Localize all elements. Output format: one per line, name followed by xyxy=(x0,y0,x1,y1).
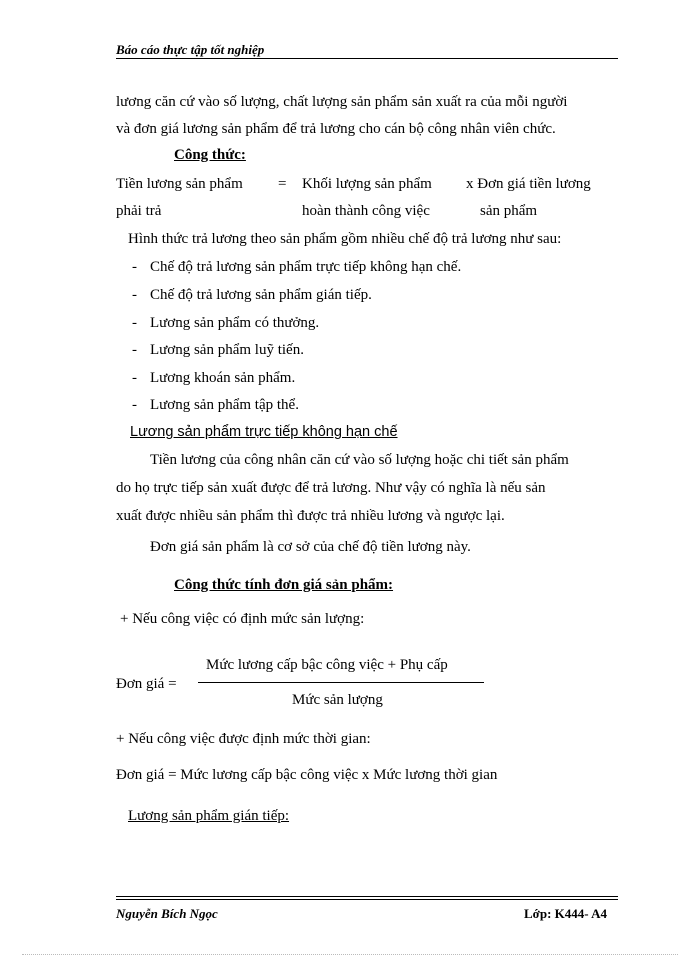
case-line: + Nếu công việc có định mức sản lượng: xyxy=(120,611,365,627)
header-title: Báo cáo thực tập tốt nghiệp xyxy=(116,42,265,57)
case-line: + Nếu công việc được định mức thời gian: xyxy=(116,731,371,747)
paragraph-line: và đơn giá lương sản phẩm để trả lương cho cán bộ công nhân viên chức. xyxy=(116,121,556,137)
list-item: Lương sản phẩm luỹ tiến. xyxy=(150,342,304,358)
paragraph-line: xuất được nhiều sản phẩm thì được trả nhiều lương và ngược lại. xyxy=(116,508,505,524)
formula-right: x Đơn giá tiền lương xyxy=(466,176,591,192)
list-bullet: - xyxy=(132,342,137,358)
paragraph-line: lương căn cứ vào số lượng, chất lượng sản phẩm sản xuất ra của mỗi người xyxy=(116,94,568,110)
formula-equals: = xyxy=(278,176,287,192)
fraction-numerator: Mức lương cấp bậc công việc + Phụ cấp xyxy=(206,657,448,673)
page-edge xyxy=(22,954,678,955)
formula-middle-2: hoàn thành công việc xyxy=(302,203,430,219)
list-bullet: - xyxy=(132,259,137,275)
formula-left-2: phải trả xyxy=(116,203,162,219)
footer-class: Lớp: K444- A4 xyxy=(524,906,608,921)
unit-formula-heading: Công thức tính đơn giá sản phẩm: xyxy=(174,577,394,593)
paragraph-line: Tiền lương của công nhân căn cứ vào số lượng hoặc chi tiết sản phẩm xyxy=(150,452,569,468)
list-item: Lương sản phẩm tập thể. xyxy=(150,397,299,413)
time-formula: Đơn giá = Mức lương cấp bậc công việc x Mức lương thời gian xyxy=(116,767,498,783)
list-bullet: - xyxy=(132,397,137,413)
list-bullet: - xyxy=(132,315,137,331)
list-item: Chế độ trả lương sản phẩm gián tiếp. xyxy=(150,287,372,303)
fraction-label: Đơn giá = xyxy=(116,676,177,692)
paragraph-line: do họ trực tiếp sản xuất được để trả lương. Như vậy có nghĩa là nếu sản xyxy=(116,480,546,496)
paragraph-line: Đơn giá sản phẩm là cơ sở của chế độ tiền lương này. xyxy=(150,539,471,555)
footer-rule xyxy=(116,899,618,900)
fraction-denominator: Mức sản lượng xyxy=(292,692,383,708)
list-item: Lương khoán sản phẩm. xyxy=(150,370,296,386)
fraction-bar xyxy=(198,682,484,683)
list-bullet: - xyxy=(132,370,137,386)
footer-author: Nguyễn Bích Ngọc xyxy=(116,906,218,921)
list-intro: Hình thức trả lương theo sản phẩm gồm nhiều chế độ trả lương như sau: xyxy=(128,231,562,247)
formula-heading: Công thức: xyxy=(174,147,246,163)
formula-middle: Khối lượng sản phẩm xyxy=(302,176,432,192)
list-item: Lương sản phẩm có thưởng. xyxy=(150,315,320,331)
formula-left: Tiền lương sản phẩm xyxy=(116,176,243,192)
header-rule xyxy=(116,58,618,59)
footer-rule xyxy=(116,896,618,897)
list-bullet: - xyxy=(132,287,137,303)
formula-right-2: sản phẩm xyxy=(480,203,538,219)
list-item: Chế độ trả lương sản phẩm trực tiếp không hạn chế. xyxy=(150,259,462,275)
section-heading: Lương sản phẩm gián tiếp: xyxy=(128,808,290,824)
section-heading: Lương sản phẩm trực tiếp không hạn chế xyxy=(130,424,398,440)
